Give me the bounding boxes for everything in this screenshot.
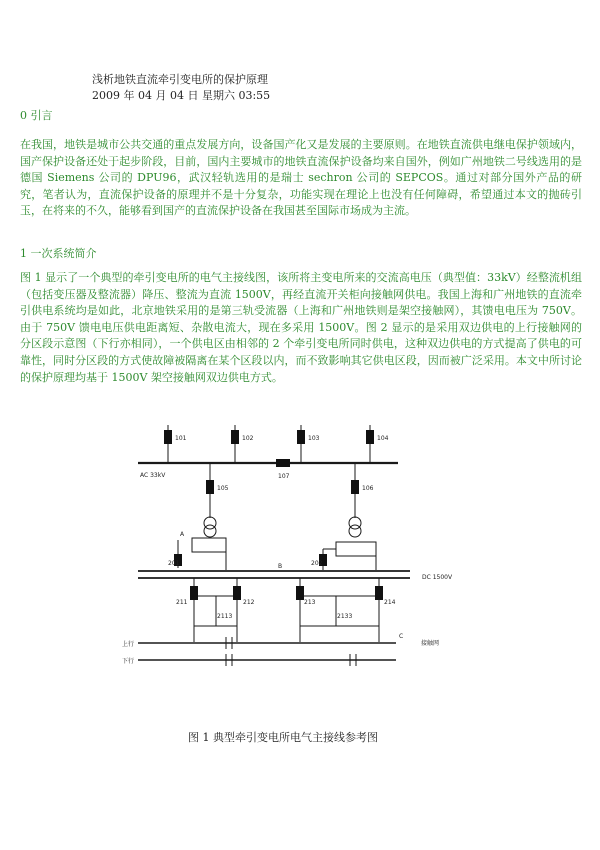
label-2133: 2133 bbox=[337, 613, 353, 620]
label-106: 106 bbox=[362, 485, 374, 492]
label-up-line: 上行 bbox=[122, 641, 135, 648]
label-213: 213 bbox=[304, 599, 316, 606]
label-down-line: 下行 bbox=[122, 658, 135, 665]
section-heading-system: 1 一次系统简介 bbox=[20, 247, 97, 260]
figure-caption: 图 1 典型牵引变电所电气主接线参考图 bbox=[188, 731, 378, 744]
label-2113: 2113 bbox=[217, 613, 233, 620]
label-214: 214 bbox=[384, 599, 396, 606]
label-dc-bus: DC 1500V bbox=[422, 574, 453, 581]
label-ac-bus: AC 33kV bbox=[140, 472, 166, 479]
article-header bbox=[92, 72, 270, 104]
label-103: 103 bbox=[308, 435, 320, 442]
paragraph-system: 图 1 显示了一个典型的牵引变电所的电气主接线图，该所将主变电所来的交流高电压（典型值：33kV）经整流机组（包括变压器及整流器）降压、整流为直流 1500V，再经直流开关柜向接触网供电。我国上海和广州地铁的直流牵引供电系统均是如此，北京地铁采用的是第三轨受流器（上海和广州地铁则是架空接触网），其馈电电压为 750V。由于 750V 馈电电压供电距离短、杂散电流大，现在多采用 1500V。图 2 显示的是采用双边供电的上行接触网的分区段示意图（下行亦相同），一个供电区由相邻的 2 个牵引变电所同时供电，这种双边供电的方式提高了供电的可靠性，同时分区段的方式使故障被隔离在某个区段以内，而不致影响其它供电区段，因而被广泛采用。本文中所讨论的保护原理均基于 1500V 架空接触网双边供电方式。 bbox=[20, 271, 582, 384]
label-211: 211 bbox=[176, 599, 188, 606]
paragraph-intro: 在我国，地铁是城市公共交通的重点发展方向，设备国产化又是发展的主要原则。在地铁直流供电继电保护领域内，国产保护设备还处于起步阶段，目前，国内主要城市的地铁直流保护设备均来自国外，例如广州地铁二号线选用的是德国 Siemens 公司的 DPU96，武汉轻轨选用的是瑞士 sechron 公司的 SEPCOS。通过对部分国外产品的研究，笔者认为，直流保护设备的原理并不是十分复杂，功能实现在理论上也没有任何障碍，希望通过本文的抛砖引玉，在将来的不久，能够看到国产的直流保护设备在我国甚至国际市场成为主流。 bbox=[20, 138, 582, 218]
section-heading-intro: 0 引言 bbox=[20, 109, 53, 122]
label-point-b: B bbox=[278, 563, 283, 570]
label-105: 105 bbox=[217, 485, 229, 492]
label-point-c: C bbox=[399, 633, 404, 640]
label-212: 212 bbox=[243, 599, 255, 606]
label-201: 201 bbox=[168, 560, 180, 567]
label-catenary: 接触网 bbox=[421, 640, 440, 647]
label-101: 101 bbox=[175, 435, 187, 442]
label-202: 202 bbox=[311, 560, 323, 567]
article-title: 浅析地铁直流牵引变电所的保护原理 bbox=[92, 73, 268, 86]
label-point-a: A bbox=[180, 531, 185, 538]
article-datetime: 2009 年 04 月 04 日 星期六 03:55 bbox=[92, 89, 271, 102]
label-104: 104 bbox=[377, 435, 389, 442]
wiring-diagram bbox=[118, 420, 478, 672]
label-102: 102 bbox=[242, 435, 254, 442]
label-107: 107 bbox=[278, 473, 290, 480]
